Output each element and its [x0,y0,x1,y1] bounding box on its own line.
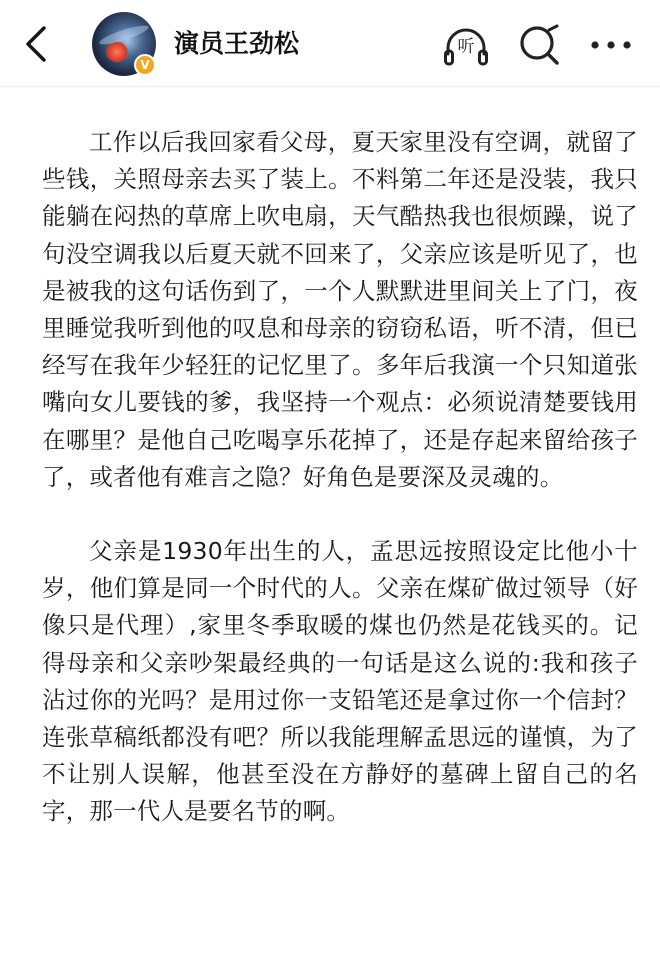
header-divider [0,86,660,87]
back-button[interactable] [18,24,54,64]
post-body [42,124,638,831]
search-button[interactable] [516,22,562,68]
more-options-button[interactable] [586,30,636,60]
post-paragraph: 工作以后我回家看父母，夏天家里没有空调，就留了些钱，关照母亲去买了装上。不料第二年还是没装，我只能躺在闷热的草席上吹电扇，天气酷热我也很烦躁，说了句没空调我以后夏天就不回来了，父亲应该是听见了，也是被我的这句话伤到了，一个人默默进里间关上了门，夜里睡觉我听到他的叹息和母亲的窃窃私语，听不清，但已经写在我年少轻狂的记忆里了。多年后我演一个只知道张嘴向女儿要钱的爹，我坚持一个观点：必须说清楚要钱用在哪里？是他自己吃喝享乐花掉了，还是存起来留给孩子了，或者他有难言之隐？好角色是要深及灵魂的。 [42,128,638,491]
verified-badge: V [134,54,156,76]
account-name[interactable]: 演员王劲松 [174,29,300,58]
chevron-left-icon [18,24,54,64]
listen-label: 听 [457,37,475,57]
search-icon [516,22,562,68]
top-navigation-bar [0,0,660,88]
more-dots-icon [586,30,636,60]
post-paragraph: 父亲是1930年出生的人，孟思远按照设定比他小十岁，他们算是同一个时代的人。父亲在煤矿做过领导（好像只是代理）,家里冬季取暖的煤也仍然是花钱买的。记得母亲和父亲吵架最经典的一句话是这么说的:我和孩子沾过你的光吗？是用过你一支铅笔还是拿过你一个信封？连张草稿纸都没有吧？所以我能理解孟思远的谨慎，为了不让别人误解，他甚至没在方静妤的墓碑上留自己的名字，那一代人是要名节的啊。 [42,537,638,826]
avatar-image-highlight [106,42,128,62]
listen-button[interactable] [440,24,492,68]
